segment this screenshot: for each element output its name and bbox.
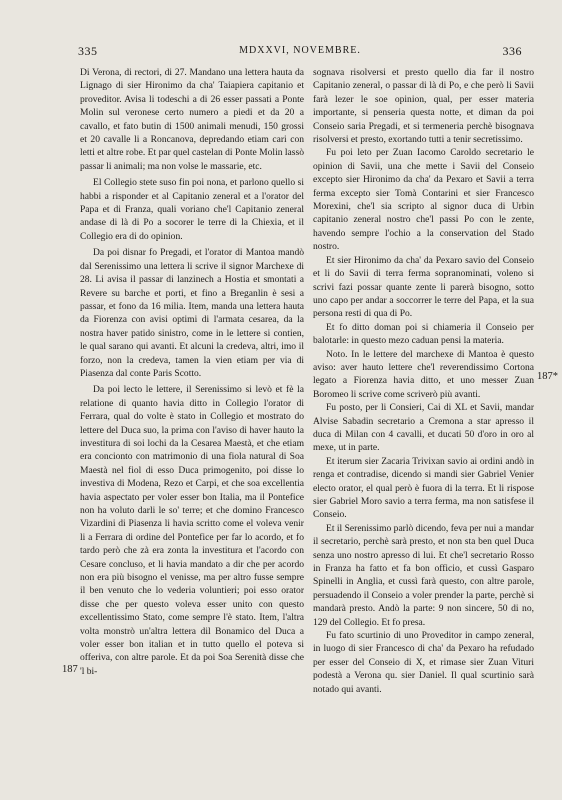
margin-note-right: 187* [537,371,558,382]
page-header [78,44,522,62]
left-column [80,66,304,678]
margin-note-left: 187 [62,664,78,675]
paragraph: Da poi disnar fo Pregadi, et l'orator di Mantoa mandò dal Serenissimo una lettera li scrive il signor Marchexe di 28. Li avisa il passar di lanzinech a Hostia et smontati a Revere su barche et porti, et fino a Breganlin è sesi a passar, et fono da 16 milia. Item, manda una lettera hauta da Fiorenza con avisi optimi di l'armata cesarea, da la nostra haver patido sinistro, come in le lettere si contien, le qual sarano qui avanti. Et alcuni la credeva, altri, imo il forzo, non la credeva, tamen la vien etiam per via di Piasenza dal conte Paris Scotto. [80,247,304,379]
paragraph: Et iterum sier Zacaria Trivixan savio ai ordini andò in renga et contradise, dicendo si mandi sier Gabriel Venier electo orator, el qual però è fuora di la terra. Et li rispose sier Gabriel Moro savio a terra ferma, ma non satisfese il Conseio. [313,455,534,521]
paragraph: Et sier Hironimo da cha' da Pexaro savio del Conseio et li do Savii di terra ferma sopranominati, voleno si scrivi fazi possar quante zente li parerà bisogno, sotto uno capo per andar a soccorrer le terre del Papa, et la sua persona resti di qua di Po. [313,254,534,320]
paragraph: Di Verona, di rectori, di 27. Mandano una lettera hauta da Lignago di sier Hironimo da cha' Taiapiera capitanio et proveditor. Avisa li todeschi a di 26 esser passati a Ponte Molin sul veronese certo numero a piedi et da 20 a cavallo, et fato butin di 1500 animali menudi, 150 grossi et 20 cavalle li a Roncanova, depredando etiam cari con letti et altre robe. Et par quel castelan di Ponte Molin lassò passar li animali; ma non volse le massarie, etc. [80,67,304,172]
left-page-number: 335 [78,44,98,58]
right-column [313,66,534,696]
paragraph: El Collegio stete suso fin poi nona, et parlono quello si habbi a risponder et al Capitanio zeneral et a l'orator del Papa et di Franza, quali voriano che'l Capitanio zeneral andase di là di Po a socorer le terre di la Chiexia, et il Collegio era di do opinion. [80,177,304,242]
paragraph: Da poi lecto le lettere, il Serenissimo si levò et fè la relatione di quanto havia ditto in Collegio l'orator di Ferrara, qual do volte è stato in Collegio et mostrato do lettere del Duca suo, la prima con l'aviso di haver hauto la investitura di soi lochi da la Cesarea Maestà, et che etiam era concionto con matrimonio di una fiola natural di Soa Maestà nel fiol di esso Duca primogenito, poi disse lo investiva di Modena, Rezo et Carpi, et che soa excellentia havia aspectato per voler esser bon Italia, ma il Pontefice non ha voluto darli le so' terre; et che domino Francesco Vizardini di Piasenza li havia scritto come el voleva venir li a Ferrara di ordine del Pontefice per far lo acordo, et fo tardo però che zà era zonta la investitura et l'acordo con Cesare concluso, et li havia mandato a dir che per acordo non era più bisogno el venisse, ma per altro fusse sempre il ben venuto che lo vederia voluntieri; poi esso orator disse che per questo voleva esser unito con questo excellentissimo Stato, come sempre l'è stato. Item, l'altra volta monstrò un'altra lettera dil Bonamico del Duca a voler esser bon italian et in tutto quello el poteva si offeriva, con altre parole. Et da poi Soa Serenità disse che 'l bi- [80,384,304,677]
right-page-number: 336 [502,44,522,58]
paragraph: Fu fato scurtinio di uno Proveditor in campo zeneral, in luogo di sier Francesco di cha' da Pexaro ha refudado per esser del Conseio di X, et rimase sier Zuan Vituri podestà a Verona qu. sier Daniel. Il qual scurtinio sarà notado qui avanti. [313,630,534,695]
paragraph: Et fo ditto doman poi si chiameria il Conseio per balotarle: in questo mezo caduan pensi la materia. [313,321,534,347]
paragraph: Et il Serenissimo parlò dicendo, feva per nui a mandar il secretario, perchè sarà presto, et non sta ben quel Duca senza uno nostro apresso di lui. Et che'l secretario Rosso in Franza ha fatto et fa bon officio, et cussì Gasparo Spinelli in Anglia, et cussì farà questo, con altre parole, persuadendo il Conseio a voler prender la parte, perchè si mandarà presto. Andò la parte: 9 non sincere, 50 di no, 129 del Collegio. Et fo presa. [313,522,534,628]
paragraph: Noto. In le lettere del marchexe di Mantoa è questo aviso: aver hauto lettere che'l reverendissimo Cortona legato a Fiorenza havia ditto, et uno messer Zuan Boromeo li scrive come scriverò più avanti. [313,348,534,400]
running-title: MDXXVI, NOVEMBRE. [239,45,361,56]
paragraph: Fu posto, per li Consieri, Cai di XL et Savii, mandar Alvise Sabadin secretario a Cremona a star apresso il duca di Milan con 4 cavalli, et ducati 50 d'oro in oro al mexe, ut in parte. [313,402,534,454]
paragraph: Fu poi leto per Zuan Iacomo Caroldo secretario le opinion di Savii, una che mette i Savii del Conseio excepto sier Hironimo da cha' da Pexaro et Savii a terra ferma excepto sier Tomà Contarini et sier Francesco Morexini, che'l sia scripto al signor duca di Urbin capitanio zeneral nostro che'l passi Po con le zente, havendo sempre l'ochio a la conservation del Stado nostro. [313,147,534,253]
paragraph: sognava risolversi et presto quello dia far il nostro Capitanio zeneral, o passar di là di Po, e che però li Savii farà lezer le soe opinion, qual, per esser materia importante, si penseria questa notte, et diman da poi Conseio saria Pregadi, et si termeneria perchè bisognava risolversi et presto, exortando tutti a tenir secretissimo. [313,67,534,146]
